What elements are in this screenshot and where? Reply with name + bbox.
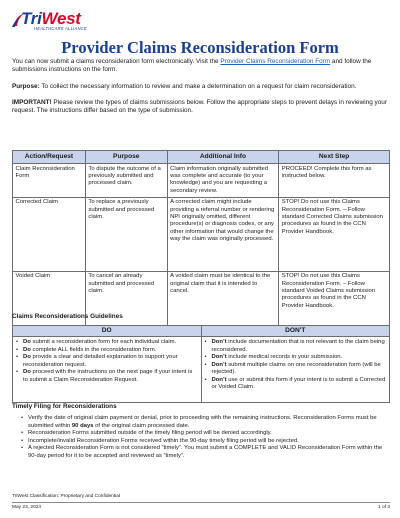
table-cell: Claim Reconsideration Form — [13, 164, 86, 198]
dont-item: • Don’t include medical records in your submission. — [205, 354, 387, 362]
table-row — [13, 164, 390, 198]
list-item: • Incomplete/invalid Reconsideration Forms received within the 90-day timely filing period will be rejected. — [22, 438, 384, 446]
table-cell: Claim information originally submitted was complete and accurate (to your knowledge) and you are requesting a secondary review. — [167, 164, 279, 198]
header-purpose: Purpose — [85, 151, 167, 164]
footer-classification: TriWest Classification: Proprietary and Confidential — [12, 494, 120, 499]
timely-filing-list — [22, 415, 384, 461]
guidelines-heading: Claims Reconsiderations Guidelines — [12, 313, 123, 320]
table-row — [13, 271, 390, 329]
guidelines-header-row — [13, 326, 390, 337]
do-item: • Do provide a clear and detailed explanation to support your reconsideration request. — [16, 354, 198, 369]
table-cell: Voided Claim — [13, 271, 86, 329]
table-cell: STOP! Do not use this Claims Reconsideration Form. – Follow standard Voided Claims submission procedures as found in the CCN Provider Handbook. — [279, 271, 390, 329]
list-item: • A rejected Reconsideration Form is not considered “timely”. You must submit a COMPLETE and VALID Reconsideration Form within the 90-day period for it to be accepted and reviewed as “timely”. — [22, 445, 384, 460]
guidelines-row — [13, 337, 390, 403]
reconsideration-form-link[interactable]: Provider Claims Reconsideration Form — [220, 58, 331, 65]
table-cell: A voided claim must be identical to the original claim that it is intended to cancel. — [167, 271, 279, 329]
page-title: Provider Claims Reconsideration Form — [61, 38, 339, 57]
table-cell: To cancel an already submitted and processed claim. — [85, 271, 167, 329]
do-item: • Do complete ALL fields in the reconsideration form. — [16, 347, 198, 355]
dont-column — [201, 337, 390, 403]
table-cell: A corrected claim might include providing a referral number or rendering NPI originally omitted, different procedure(s) or diagnosis codes, or any other information that would change the way the claim was originally processed. — [167, 197, 279, 271]
claims-types-table — [12, 150, 390, 330]
header-action-request: Action/Request — [13, 151, 86, 164]
dont-item: • Don’t use or submit this form if your intent is to submit a Corrected or Voided Claim. — [205, 377, 387, 392]
table-cell: To replace a previously submitted and processed claim. — [85, 197, 167, 271]
footer-divider — [12, 502, 390, 503]
guidelines-table — [12, 325, 390, 403]
header-next-step: Next Step — [279, 151, 390, 164]
dont-item: • Don’t submit multiple claims on one reconsideration form (will be rejected). — [205, 362, 387, 377]
table-cell: Corrected Claim — [13, 197, 86, 271]
table-cell: STOP! Do not use this Claims Reconsideration Form. – Follow standard Corrected Claims submission procedures as found in the CCN Provider Handbook. — [279, 197, 390, 271]
do-item: • Do proceed with the instructions on the next page if your intent is to submit a Claim Reconsideration Request. — [16, 369, 198, 384]
do-header: DO — [13, 326, 202, 337]
important-paragraph: IMPORTANT! Please review the types of claims submissions below. Follow the appropriate steps to prevent delays in reviewing your request. The instructions differ based on the type of submission. — [12, 99, 387, 115]
footer-date: May 23, 2024 — [12, 505, 42, 510]
timely-filing-heading: Timely Filing for Reconsiderations — [12, 403, 117, 410]
table-cell: PROCEED! Complete this form as instructed below. — [279, 164, 390, 198]
list-item: • Verify the date of original claim payment or denial, prior to proceeding with the remaining instructions. Reconsideration Forms must be submitted within 90 days of the original claim processed date. — [22, 415, 384, 430]
footer-page-number: 1 of 3 — [377, 505, 390, 510]
dont-item: • Don’t include documentation that is not relevant to the claim being reconsidered. — [205, 339, 387, 354]
table-header-row — [13, 151, 390, 164]
do-item: • Do submit a reconsideration form for each individual claim. — [16, 339, 198, 347]
logo-tagline: HEALTHCARE ALLIANCE — [34, 26, 87, 31]
dont-header: DON'T — [201, 326, 390, 337]
purpose-paragraph: Purpose: To collect the necessary information to review and make a determination on a request for claim reconsideration. — [12, 83, 357, 90]
list-item: • Reconsideration Forms submitted outside of the timely filing period will be denied accordingly. — [22, 430, 384, 438]
do-column — [13, 337, 202, 403]
logo-wordmark: TriWest — [21, 9, 81, 28]
table-row — [13, 197, 390, 271]
header-additional-info: Additional Info — [167, 151, 279, 164]
table-cell: To dispute the outcome of a previously submitted and processed claim. — [85, 164, 167, 198]
triwest-logo — [12, 9, 102, 35]
intro-paragraph: You can now submit a claims reconsideration form electronically. Visit the Provider Claims Reconsideration Form and follow the submissions instructions on the form. — [12, 58, 372, 74]
